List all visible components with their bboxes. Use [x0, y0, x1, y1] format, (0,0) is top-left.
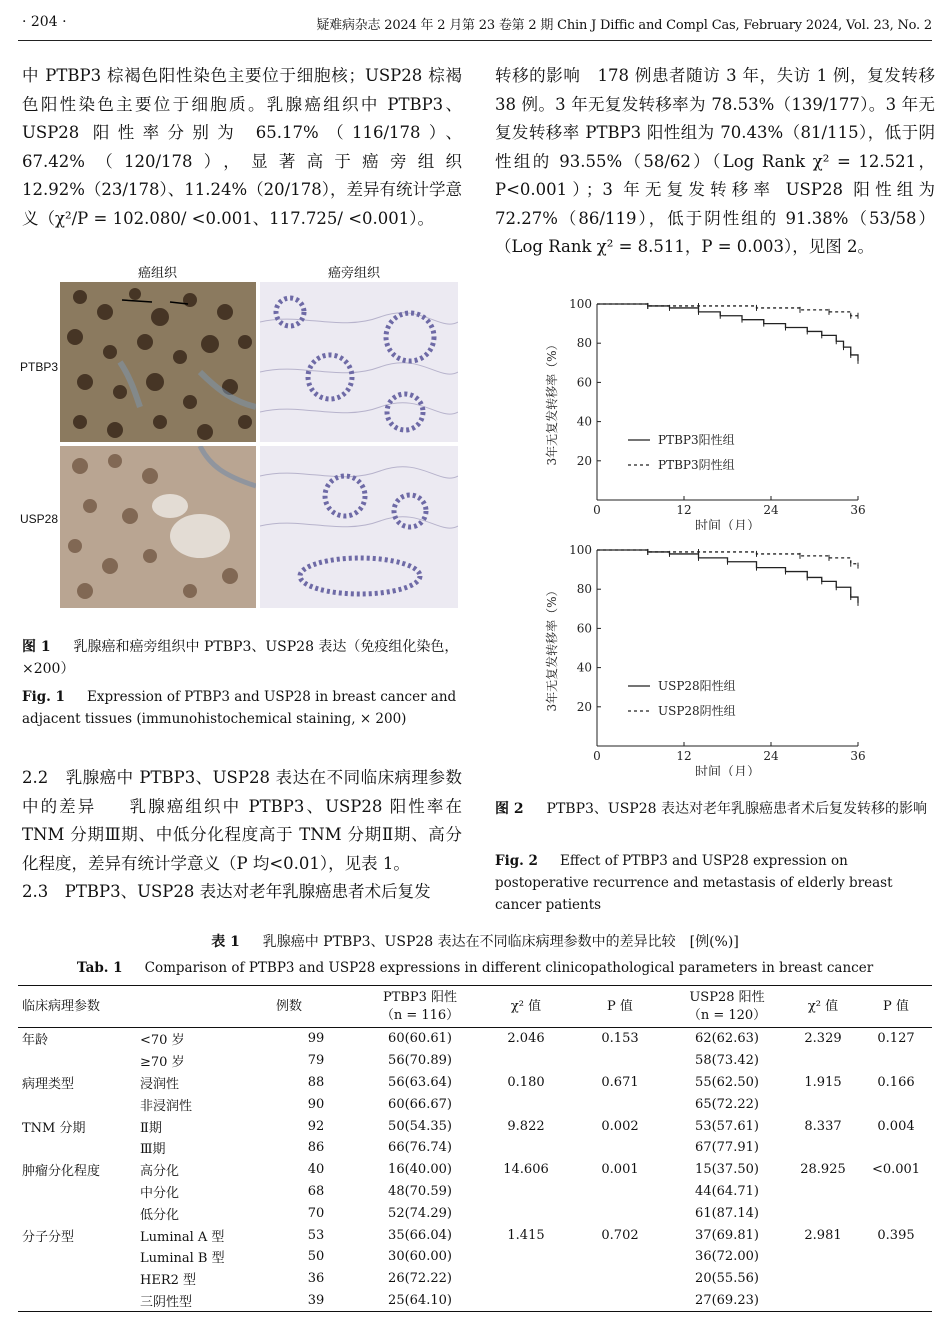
table-cell: [18, 1202, 136, 1224]
table-cell: [480, 1181, 572, 1203]
y-tick-label: 60: [576, 621, 592, 636]
table-cell: 44(64.71): [695, 1183, 759, 1199]
table-cell: 0.671: [601, 1074, 639, 1090]
table-cell: [860, 1181, 932, 1203]
table-cell: 25(64.10): [360, 1290, 480, 1312]
table-cell: 年龄: [22, 1033, 49, 1049]
th-param: 临床病理参数: [18, 986, 272, 1028]
table-cell: 1.915: [804, 1074, 842, 1090]
table-cell: [860, 1202, 932, 1224]
table-cell: 8.337: [804, 1118, 842, 1134]
table-cell: 70: [307, 1205, 325, 1221]
th-p2: P 值: [860, 986, 932, 1028]
table-cell: 0.001: [601, 1162, 639, 1178]
page-number: · 204 ·: [22, 14, 67, 30]
results-paragraph: 中 PTBP3 棕褐色阳性染色主要位于细胞核；USP28 棕褐色阳性染色主要位于细胞质。乳腺癌组织中 PTBP3、USP28 阳性率分别为 65.17%（116/178）、67.42%（120/178），显著高于癌旁组织 12.92%（23/178）、11.24%（20/178），差异有统计学意义（χ²/P = 102.080/ <0.001、117.725/ <0.001）。: [22, 66, 462, 228]
table-row: [18, 1202, 932, 1224]
table-cell: [18, 1093, 136, 1115]
table-cell: [572, 1181, 668, 1203]
table-cell: [786, 1093, 860, 1115]
table-row: [18, 1290, 932, 1312]
table-cell: 0.702: [601, 1227, 639, 1243]
th-p1: P 值: [572, 986, 668, 1028]
th-cases: 例数: [272, 986, 360, 1028]
table-cell: [572, 1137, 668, 1159]
table-cell: [786, 1268, 860, 1290]
table-row: [18, 1268, 932, 1290]
table-cell: [18, 1268, 136, 1290]
table-cell: [572, 1290, 668, 1312]
y-tick-label: 80: [576, 582, 592, 597]
fig1-caption-cn-label: 图 1: [22, 639, 51, 655]
y-axis-label: 3年无复发转移率（%）: [545, 584, 559, 712]
table-cell: 58(73.42): [695, 1053, 759, 1069]
table-cell: 14.606: [503, 1162, 549, 1178]
table-cell: [860, 1290, 932, 1312]
y-tick-label: 20: [576, 699, 592, 714]
table-row: [18, 1050, 932, 1072]
table-cell: 50: [307, 1249, 325, 1265]
x-tick-label: 36: [850, 503, 866, 517]
table-row: [18, 1224, 932, 1246]
table1-body: [18, 1028, 932, 1312]
table-cell: 68: [307, 1183, 325, 1199]
y-tick-label: 80: [576, 336, 592, 351]
table-row: [18, 1246, 932, 1268]
table-cell: [480, 1093, 572, 1115]
table-cell: 16(40.00): [388, 1162, 452, 1178]
table-cell: 86: [307, 1140, 325, 1156]
table-cell: 26(72.22): [388, 1271, 452, 1287]
table-cell: [572, 1246, 668, 1268]
fig1-caption-en-text: Expression of PTBP3 and USP28 in breast cancer and adjacent tissues (immunohistochemical staining, × 200): [22, 689, 457, 727]
table-cell: 62(62.63): [695, 1031, 759, 1047]
ihc-usp28-adjacent-image: [260, 446, 458, 608]
table-cell: 27(69.23): [668, 1290, 786, 1312]
legend-label: USP28阳性组: [658, 679, 736, 693]
table-cell: TNM 分期: [22, 1120, 86, 1136]
fig1-row-label-usp28: USP28: [20, 512, 59, 526]
section-2-2-body: 乳腺癌组织中 PTBP3、USP28 阳性率在 TNM 分期Ⅲ期、中低分化程度高于 TNM 分期Ⅱ期、高分化程度，差异有统计学意义（P 均<0.01），见表 1。: [22, 796, 462, 873]
fig1-caption-en-label: Fig. 1: [22, 689, 65, 705]
table-cell: HER2 型: [140, 1273, 197, 1289]
table-cell: [786, 1050, 860, 1072]
th-ptbp3-n: （n = 116）: [380, 1007, 460, 1023]
table1-title-cn-text: 乳腺癌中 PTBP3、USP28 表达在不同临床病理参数中的差异比较 [例(%)]: [262, 934, 739, 950]
table-cell: [860, 1268, 932, 1290]
fig1-caption-cn: [22, 636, 462, 680]
km-series-line: [597, 304, 858, 316]
table-row: [18, 1137, 932, 1159]
fig1-col-label-adjacent: 癌旁组织: [328, 266, 381, 281]
table-cell: [786, 1290, 860, 1312]
table-cell: 60(60.61): [388, 1031, 452, 1047]
section-2-2: [22, 764, 462, 907]
x-tick-label: 0: [593, 503, 601, 517]
y-axis-label: 3年无复发转移率（%）: [545, 338, 559, 466]
table-cell: 60(66.67): [388, 1096, 452, 1112]
table-row: [18, 1115, 932, 1137]
section-2-2-heading: 2.2 乳腺癌中 PTBP3、USP28 表达在不同临床病理参数中的差异: [22, 768, 462, 816]
figure-1: [18, 262, 460, 610]
th-chi1: χ² 值: [480, 986, 572, 1028]
th-usp28-n: （n = 120）: [687, 1007, 767, 1023]
table-cell: 56(70.89): [388, 1053, 452, 1069]
table-cell: 66(76.74): [388, 1140, 452, 1156]
table-cell: [860, 1246, 932, 1268]
x-tick-label: 0: [593, 749, 601, 763]
table1-title-en-text: Comparison of PTBP3 and USP28 expressions in different clinicopathological parameters in breast cancer: [144, 960, 874, 976]
table-cell: 2.329: [804, 1031, 842, 1047]
table-cell: [18, 1290, 136, 1312]
km-chart-ptbp3-svg: [540, 290, 880, 530]
table-row: [18, 1181, 932, 1203]
table-cell: 36(72.00): [695, 1249, 759, 1265]
table-cell: [18, 1246, 136, 1268]
table-cell: 9.822: [507, 1118, 545, 1134]
table-cell: 30(60.00): [388, 1249, 452, 1265]
legend-label: PTBP3阴性组: [658, 458, 735, 472]
table-cell: 53: [307, 1227, 325, 1243]
y-tick-label: 60: [576, 375, 592, 390]
right-column: [495, 62, 935, 262]
table-cell: 65(72.22): [695, 1096, 759, 1112]
x-axis-label: 时间（月）: [694, 765, 761, 776]
table-cell: [786, 1202, 860, 1224]
table-cell: 79: [307, 1053, 325, 1069]
x-axis-label: 时间（月）: [694, 519, 761, 530]
table-1: [18, 985, 932, 1312]
table-cell: 分子分型: [22, 1229, 75, 1245]
fig1-col-label-cancer: 癌组织: [138, 266, 178, 281]
table-cell: 浸润性: [140, 1076, 180, 1092]
fig2-caption-cn-label: 图 2: [495, 801, 524, 817]
table-cell: [18, 1050, 136, 1072]
table-cell: 非浸润性: [140, 1098, 193, 1114]
table-cell: 20(55.56): [695, 1271, 759, 1287]
table-cell: <0.001: [871, 1162, 921, 1178]
section-2-3-heading: 2.3 PTBP3、USP28 表达对老年乳腺癌患者术后复发: [22, 882, 431, 901]
table-cell: 0.127: [877, 1031, 915, 1047]
y-tick-label: 40: [576, 660, 592, 675]
fig2-caption-en: [495, 850, 935, 916]
journal-header: 疑难病杂志 2024 年 2 月第 23 卷第 2 期 Chin J Diffic and Compl Cas, February 2024, Vol. 23, No. 2: [316, 18, 932, 33]
table-cell: [480, 1290, 572, 1312]
table-row: [18, 1159, 932, 1181]
table-cell: [480, 1268, 572, 1290]
table-cell: 61(87.14): [695, 1205, 759, 1221]
x-tick-label: 36: [850, 749, 866, 763]
x-tick-label: 12: [676, 503, 692, 517]
table-cell: 0.395: [877, 1227, 915, 1243]
table-cell: 50(54.35): [388, 1118, 452, 1134]
fig1-caption-cn-text: 乳腺癌和癌旁组织中 PTBP3、USP28 表达（免疫组化染色，×200）: [22, 639, 459, 677]
table-cell: 28.925: [800, 1162, 846, 1178]
table-cell: 36: [307, 1271, 325, 1287]
x-tick-label: 24: [763, 749, 779, 763]
table-cell: 中分化: [140, 1185, 180, 1201]
table-cell: 0.004: [877, 1118, 915, 1134]
recurrence-paragraph: 转移的影响 178 例患者随访 3 年，失访 1 例，复发转移 38 例。3 年无复发转移率为 78.53%（139/177）。3 年无复发转移率 PTBP3 阳性组为 70.43%（81/115），低于阴性组的 93.55%（58/62）（Log Rank χ² = 12.521，P<0.001）；3 年无复发转移率 USP28 阳性组为 72.27%（86/119），低于阴性组的 91.38%（53/58）（Log Rank χ² = 8.511，P = 0.003），见图 2。: [495, 66, 935, 256]
table-cell: [480, 1137, 572, 1159]
table-cell: [18, 1137, 136, 1159]
table-cell: [786, 1246, 860, 1268]
km-series-line: [597, 550, 858, 603]
table-row: [18, 1072, 932, 1094]
table1-title-en-label: Tab. 1: [76, 960, 123, 976]
x-tick-label: 12: [676, 749, 692, 763]
table-cell: [860, 1093, 932, 1115]
table-cell: Ⅲ期: [140, 1142, 166, 1158]
table1-title-cn-label: 表 1: [211, 934, 240, 950]
table-cell: 0.166: [877, 1074, 915, 1090]
table-cell: 1.415: [507, 1227, 545, 1243]
table-cell: 2.981: [804, 1227, 842, 1243]
left-column: [22, 62, 462, 233]
table-cell: 67(77.91): [695, 1140, 759, 1156]
fig2-caption-en-text: Effect of PTBP3 and USP28 expression on postoperative recurrence and metastasis of elderly breast cancer patients: [495, 853, 893, 913]
table-cell: 0.180: [507, 1074, 545, 1090]
legend-label: PTBP3阳性组: [658, 433, 735, 447]
ihc-ptbp3-adjacent-image: [260, 282, 458, 442]
table-cell: 0.002: [601, 1118, 639, 1134]
th-usp28-label: USP28 阳性: [689, 989, 765, 1005]
table-cell: 99: [307, 1031, 325, 1047]
table-cell: [572, 1268, 668, 1290]
th-ptbp3-label: PTBP3 阳性: [382, 989, 458, 1005]
table-cell: 病理类型: [22, 1076, 75, 1092]
ihc-usp28-cancer-image: [60, 446, 256, 608]
table-cell: [18, 1181, 136, 1203]
fig1-caption-en: [22, 686, 462, 730]
table-cell: Luminal B 型: [140, 1251, 225, 1267]
table-cell: 48(70.59): [388, 1183, 452, 1199]
table-cell: [572, 1202, 668, 1224]
table-cell: 92: [307, 1118, 325, 1134]
table-cell: [860, 1137, 932, 1159]
table-cell: [860, 1050, 932, 1072]
x-tick-label: 24: [763, 503, 779, 517]
km-series-line: [597, 304, 858, 361]
y-tick-label: 20: [576, 453, 592, 468]
th-usp28: [668, 986, 786, 1028]
table-cell: 15(37.50): [695, 1162, 759, 1178]
table-cell: 39: [272, 1290, 360, 1312]
table-cell: [480, 1202, 572, 1224]
table-cell: 53(57.61): [695, 1118, 759, 1134]
header-rule: [18, 40, 932, 41]
th-ptbp3: [360, 986, 480, 1028]
table-cell: 52(74.29): [388, 1205, 452, 1221]
legend-label: USP28阴性组: [658, 704, 736, 718]
table-cell: [480, 1050, 572, 1072]
table-cell: [572, 1050, 668, 1072]
table-cell: [786, 1181, 860, 1203]
table-cell: 40: [307, 1162, 325, 1178]
fig2-caption-cn: [495, 798, 935, 820]
table-cell: 37(69.81): [695, 1227, 759, 1243]
table-cell: 低分化: [140, 1207, 180, 1223]
table-cell: 三阴性型: [136, 1290, 272, 1312]
table-row: [18, 1028, 932, 1050]
km-chart-usp28-svg: [540, 536, 880, 776]
table-cell: Ⅱ期: [140, 1120, 162, 1136]
fig2-caption-en-label: Fig. 2: [495, 853, 538, 869]
table-cell: 2.046: [507, 1031, 545, 1047]
table1-header-row: [18, 986, 932, 1028]
table-cell: 肿瘤分化程度: [22, 1164, 101, 1180]
table-cell: 35(66.04): [388, 1227, 452, 1243]
fig2-caption-cn-text: PTBP3、USP28 表达对老年乳腺癌患者术后复发转移的影响: [546, 801, 927, 817]
y-tick-label: 100: [569, 543, 592, 557]
table-cell: Luminal A 型: [140, 1229, 225, 1245]
th-chi2: χ² 值: [786, 986, 860, 1028]
km-chart-ptbp3: [540, 290, 880, 530]
y-tick-label: 40: [576, 414, 592, 429]
table-cell: <70 岁: [140, 1033, 185, 1049]
table1-title-cn: [0, 931, 950, 951]
table1-title-en: [0, 956, 950, 976]
table-cell: ≥70 岁: [140, 1055, 185, 1071]
table-cell: [480, 1246, 572, 1268]
table-cell: 56(63.64): [388, 1074, 452, 1090]
table-cell: [786, 1137, 860, 1159]
table-cell: 55(62.50): [695, 1074, 759, 1090]
table-row: [18, 1093, 932, 1115]
table-cell: 88: [307, 1074, 325, 1090]
y-tick-label: 100: [569, 297, 592, 311]
fig1-row-label-ptbp3: PTBP3: [20, 360, 59, 374]
table-cell: 高分化: [140, 1164, 180, 1180]
table-cell: 90: [307, 1096, 325, 1112]
table-cell: [572, 1093, 668, 1115]
km-chart-usp28: [540, 536, 880, 776]
ihc-ptbp3-cancer-image: [60, 282, 256, 442]
table-cell: 0.153: [601, 1031, 639, 1047]
